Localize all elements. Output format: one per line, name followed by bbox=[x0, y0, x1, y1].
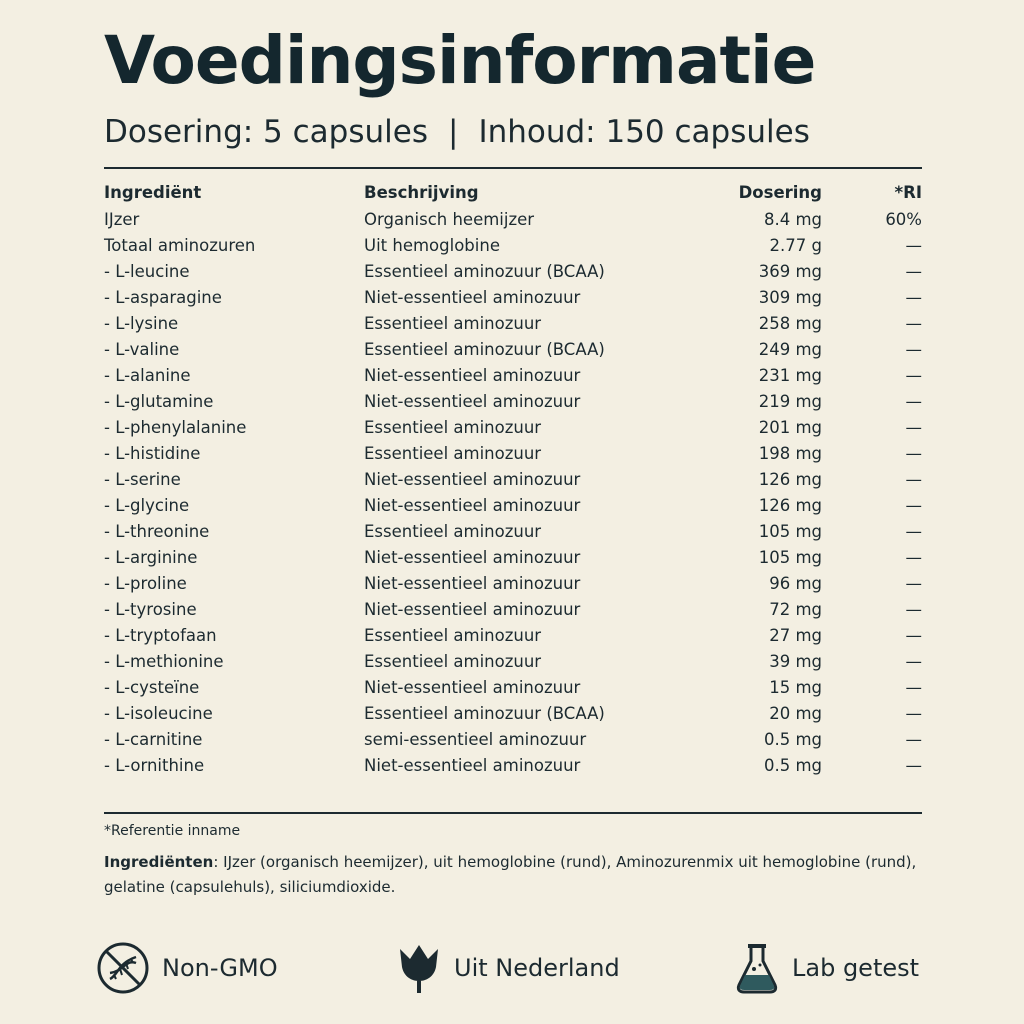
ingredients-list: : IJzer (organisch heemijzer), uit hemoglobine (rund), Aminozurenmix uit hemoglobine (rund), gelatine (capsulehuls), siliciumdioxide. bbox=[104, 853, 917, 896]
cell-dosage: 2.77 g bbox=[769, 235, 822, 255]
cell-ingredient: Totaal aminozuren bbox=[104, 235, 256, 255]
cell-description: Niet-essentieel aminozuur bbox=[364, 599, 581, 619]
cell-ri: 60% bbox=[885, 209, 922, 229]
cell-ingredient: - L-histidine bbox=[104, 443, 201, 463]
table-row bbox=[104, 336, 922, 362]
subtitle bbox=[104, 114, 810, 151]
cell-dosage: 39 mg bbox=[769, 651, 822, 671]
column-header-ri: *RI bbox=[894, 182, 922, 202]
cell-dosage: 15 mg bbox=[769, 677, 822, 697]
cell-description: Essentieel aminozuur bbox=[364, 313, 542, 333]
cell-ri: — bbox=[905, 339, 922, 359]
ingredients-label: Ingrediënten bbox=[104, 853, 214, 871]
cell-dosage: 231 mg bbox=[758, 365, 822, 385]
cell-ingredient: - L-serine bbox=[104, 469, 181, 489]
cell-ri: — bbox=[905, 729, 922, 749]
page-title: Voedingsinformatie bbox=[104, 22, 816, 99]
table-row bbox=[104, 258, 922, 284]
dosage-text: Dosering: 5 capsules bbox=[104, 114, 428, 150]
table-row bbox=[104, 700, 922, 726]
cell-dosage: 258 mg bbox=[758, 313, 822, 333]
cell-ingredient: - L-threonine bbox=[104, 521, 210, 541]
cell-ri: — bbox=[905, 391, 922, 411]
badge-label: Non-GMO bbox=[162, 954, 278, 982]
cell-ri: — bbox=[905, 755, 922, 775]
top-divider bbox=[104, 167, 922, 169]
cell-dosage: 72 mg bbox=[769, 599, 822, 619]
cell-ingredient: - L-methionine bbox=[104, 651, 224, 671]
subtitle-separator: | bbox=[447, 114, 459, 150]
table-row bbox=[104, 622, 922, 648]
cell-dosage: 0.5 mg bbox=[763, 755, 822, 775]
table-row bbox=[104, 518, 922, 544]
cell-ingredient: - L-tyrosine bbox=[104, 599, 197, 619]
cell-ri: — bbox=[905, 573, 922, 593]
cell-description: Niet-essentieel aminozuur bbox=[364, 547, 581, 567]
cell-dosage: 198 mg bbox=[758, 443, 822, 463]
cell-ingredient: IJzer bbox=[104, 209, 140, 229]
cell-description: Essentieel aminozuur bbox=[364, 651, 542, 671]
cell-dosage: 8.4 mg bbox=[763, 209, 822, 229]
cell-ingredient: - L-cysteïne bbox=[104, 677, 200, 697]
cell-description: Essentieel aminozuur bbox=[364, 443, 542, 463]
cell-description: Niet-essentieel aminozuur bbox=[364, 469, 581, 489]
cell-ri: — bbox=[905, 313, 922, 333]
cell-ingredient: - L-proline bbox=[104, 573, 187, 593]
cell-description: Niet-essentieel aminozuur bbox=[364, 287, 581, 307]
cell-ri: — bbox=[905, 443, 922, 463]
cell-ri: — bbox=[905, 703, 922, 723]
cell-ingredient: - L-alanine bbox=[104, 365, 191, 385]
badge-uit-nederland bbox=[396, 940, 620, 996]
cell-ri: — bbox=[905, 495, 922, 515]
cell-dosage: 105 mg bbox=[758, 547, 822, 567]
badge-non-gmo bbox=[96, 940, 278, 996]
cell-description: Uit hemoglobine bbox=[364, 235, 500, 255]
cell-ingredient: - L-asparagine bbox=[104, 287, 222, 307]
table-row bbox=[104, 492, 922, 518]
cell-description: Niet-essentieel aminozuur bbox=[364, 755, 581, 775]
cell-ingredient: - L-glutamine bbox=[104, 391, 214, 411]
cell-ingredient: - L-isoleucine bbox=[104, 703, 213, 723]
table-row bbox=[104, 206, 922, 232]
cell-dosage: 309 mg bbox=[758, 287, 822, 307]
cell-description: Essentieel aminozuur (BCAA) bbox=[364, 261, 605, 281]
cell-ri: — bbox=[905, 521, 922, 541]
cell-ri: — bbox=[905, 235, 922, 255]
cell-ri: — bbox=[905, 547, 922, 567]
cell-dosage: 96 mg bbox=[769, 573, 822, 593]
table-row bbox=[104, 570, 922, 596]
table-row bbox=[104, 466, 922, 492]
cell-dosage: 219 mg bbox=[758, 391, 822, 411]
cell-ri: — bbox=[905, 469, 922, 489]
nutrition-table bbox=[104, 178, 922, 778]
table-row bbox=[104, 414, 922, 440]
table-header-row bbox=[104, 178, 922, 206]
cell-ingredient: - L-lysine bbox=[104, 313, 179, 333]
cell-dosage: 20 mg bbox=[769, 703, 822, 723]
badge-label: Uit Nederland bbox=[454, 954, 620, 982]
bottom-divider bbox=[104, 812, 922, 814]
cell-ingredient: - L-arginine bbox=[104, 547, 198, 567]
cell-ri: — bbox=[905, 677, 922, 697]
cell-description: Essentieel aminozuur (BCAA) bbox=[364, 339, 605, 359]
cell-dosage: 0.5 mg bbox=[763, 729, 822, 749]
cell-description: semi-essentieel aminozuur bbox=[364, 729, 587, 749]
column-header-dosage: Dosering bbox=[738, 182, 822, 202]
cell-ri: — bbox=[905, 261, 922, 281]
cell-description: Niet-essentieel aminozuur bbox=[364, 573, 581, 593]
cell-dosage: 249 mg bbox=[758, 339, 822, 359]
table-row bbox=[104, 726, 922, 752]
cell-ri: — bbox=[905, 287, 922, 307]
cell-description: Niet-essentieel aminozuur bbox=[364, 391, 581, 411]
table-row bbox=[104, 232, 922, 258]
cell-ri: — bbox=[905, 651, 922, 671]
badge-lab-getest bbox=[734, 940, 919, 996]
flask-icon bbox=[734, 941, 780, 995]
cell-dosage: 126 mg bbox=[758, 469, 822, 489]
cell-ri: — bbox=[905, 625, 922, 645]
cell-description: Essentieel aminozuur bbox=[364, 417, 542, 437]
footnote: *Referentie inname bbox=[104, 823, 241, 839]
cell-dosage: 105 mg bbox=[758, 521, 822, 541]
cell-ingredient: - L-glycine bbox=[104, 495, 190, 515]
table-row bbox=[104, 674, 922, 700]
badge-label: Lab getest bbox=[792, 954, 920, 982]
cell-dosage: 27 mg bbox=[769, 625, 822, 645]
table-row bbox=[104, 752, 922, 778]
cell-description: Essentieel aminozuur bbox=[364, 625, 542, 645]
table-row bbox=[104, 362, 922, 388]
cell-ingredient: - L-phenylalanine bbox=[104, 417, 247, 437]
cell-ri: — bbox=[905, 599, 922, 619]
cell-ingredient: - L-carnitine bbox=[104, 729, 203, 749]
no-dna-icon bbox=[96, 941, 150, 995]
cell-ingredient: - L-ornithine bbox=[104, 755, 205, 775]
table-row bbox=[104, 310, 922, 336]
cell-ri: — bbox=[905, 365, 922, 385]
column-header-ingredient: Ingrediënt bbox=[104, 182, 202, 202]
cell-description: Organisch heemijzer bbox=[364, 209, 535, 229]
cell-description: Niet-essentieel aminozuur bbox=[364, 365, 581, 385]
table-row bbox=[104, 648, 922, 674]
content-text: Inhoud: 150 capsules bbox=[478, 114, 810, 150]
table-row bbox=[104, 284, 922, 310]
ingredients-text bbox=[104, 850, 924, 900]
column-header-description: Beschrijving bbox=[364, 182, 479, 202]
cell-ingredient: - L-leucine bbox=[104, 261, 190, 281]
cell-dosage: 126 mg bbox=[758, 495, 822, 515]
table-row bbox=[104, 596, 922, 622]
cell-description: Essentieel aminozuur bbox=[364, 521, 542, 541]
cell-dosage: 369 mg bbox=[758, 261, 822, 281]
cell-ri: — bbox=[905, 417, 922, 437]
cell-dosage: 201 mg bbox=[758, 417, 822, 437]
cell-description: Niet-essentieel aminozuur bbox=[364, 677, 581, 697]
table-row bbox=[104, 544, 922, 570]
cell-ingredient: - L-tryptofaan bbox=[104, 625, 217, 645]
cell-ingredient: - L-valine bbox=[104, 339, 180, 359]
table-row bbox=[104, 440, 922, 466]
cell-description: Niet-essentieel aminozuur bbox=[364, 495, 581, 515]
tulip-icon bbox=[396, 941, 442, 995]
table-row bbox=[104, 388, 922, 414]
cell-description: Essentieel aminozuur (BCAA) bbox=[364, 703, 605, 723]
